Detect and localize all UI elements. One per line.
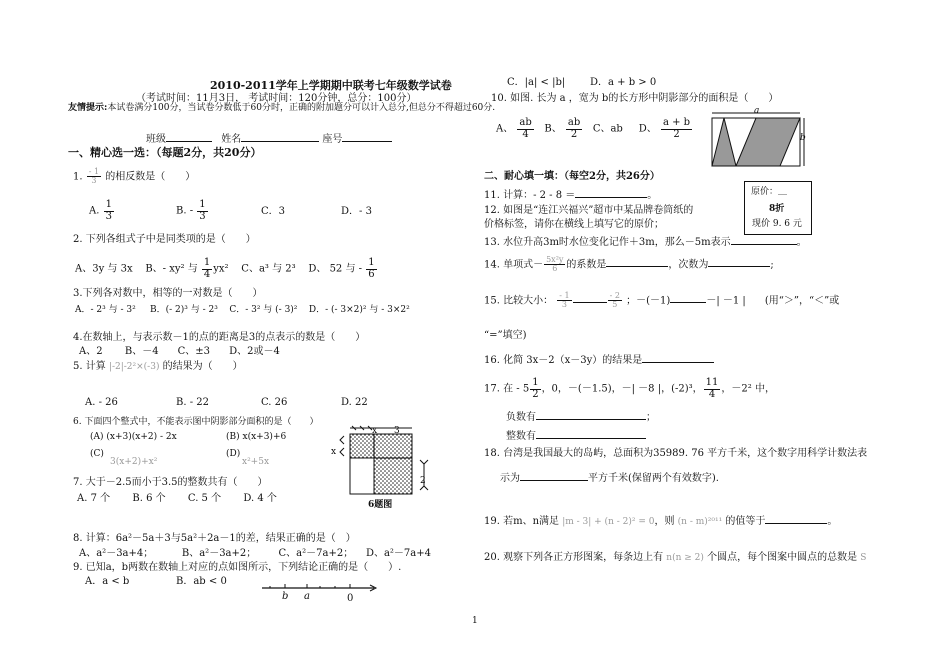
- name-blank[interactable]: [241, 131, 319, 142]
- q15-blank-2[interactable]: [670, 292, 706, 303]
- q13: 13. 水位升高3m时水位变化记作＋3m，那么－5m表示 。: [484, 234, 807, 248]
- seat-blank[interactable]: [342, 131, 392, 142]
- student-fields: 班级 姓名 座号: [146, 131, 392, 145]
- q9-label-a: a: [304, 591, 310, 602]
- q1-stem: 1. $\frac{- 1}{3}$ 的相反数是（ ）: [73, 167, 196, 186]
- q7-stem: 7. 大于－2.5而小于3.5的整数共有（ ）: [73, 477, 268, 488]
- q9-label-b: b: [282, 591, 289, 602]
- q2-options: A、3y 与 3x B、- xy² 与 $\frac{1}{4}$ yx² C、a³ 与 2³ D、 52 与 - $\frac{1}{6}$: [75, 257, 375, 280]
- q10-label-a: a: [754, 106, 760, 116]
- q9-number-line: [260, 580, 380, 608]
- q2-stem: 2. 下列各组式子中是同类项的是（ ）: [73, 234, 256, 245]
- q6-opt-c-label: (C): [90, 449, 104, 459]
- q15-tail: “=”填空): [484, 330, 527, 341]
- q6-fig-label-x-left: x: [331, 447, 337, 457]
- q6-fig-label-3: 3: [394, 426, 400, 436]
- q16-answer-blank[interactable]: [642, 352, 714, 363]
- q8-options: A、a²－3a+4； B、a²－3a+2； C、a²－7a+2； D、a²－7a+4: [79, 548, 431, 559]
- q9-opt-a: A．a < b: [85, 576, 130, 587]
- q19: 19. 若m、n满足 |m - 3| + (n - 2)² = 0，则 (n - m)²⁰¹¹ 的值等于 。: [484, 513, 837, 527]
- q10-stem: 10. 如图. 长为 a ，宽为 b的长方形中阴影部分的面积是（ ）: [491, 93, 779, 104]
- exam-info: （考试时间：11月3日， 考试时间：120分钟，总分：100分）: [136, 93, 417, 104]
- q5-opt-c: C. 26: [261, 397, 288, 408]
- q6-fig-label-2: 2: [420, 476, 426, 486]
- q5-opt-a: A. - 26: [85, 397, 118, 408]
- q9-opt-b: B．ab < 0: [176, 576, 227, 587]
- q5-stem: 5. 计算 |-2|-2²×(-3) 的结果为（ ）: [73, 361, 243, 372]
- q17-negatives: 负数有 ；: [506, 409, 656, 423]
- q20: 20. 观察下列各正方形图案，每条边上有 n(n ≥ 2) 个圆点，每个图案中圆点的总数是 S: [484, 552, 867, 563]
- price-tag-current: 现价 9. 6 元: [752, 219, 802, 229]
- q15-blank-1[interactable]: [573, 292, 607, 303]
- q6-opt-d-label: (D): [226, 449, 241, 459]
- q8-stem: 8. 计算：6a²－5a＋3与5a²＋2a－1的差，结果正确的是（ ）: [73, 533, 356, 544]
- q15: 15. 比较大小： $\frac{- 1}{3}$ $\frac{- 2}{5}$ ；－(－1) －| －1 | (用“＞”，“＜”或: [484, 291, 840, 310]
- q10-figure: [708, 108, 808, 170]
- q14-coef-blank[interactable]: [606, 256, 668, 267]
- q18-line1: 18. 台湾是我国最大的岛屿，总面积为35989. 76 平方千米，这个数字用科学计数法表: [484, 448, 868, 459]
- q6-opt-d-expr: x²+5x: [242, 457, 270, 467]
- q16: 16. 化简 3x－2（x－3y）的结果是: [484, 352, 714, 366]
- q6-opt-c-expr: 3(x+2)+x²: [110, 457, 158, 467]
- class-blank[interactable]: [166, 131, 212, 142]
- q19-answer-blank[interactable]: [765, 513, 827, 524]
- q1-opt-c: C．3: [261, 206, 286, 217]
- price-tag-original: 原价：＿: [751, 187, 788, 197]
- q13-answer-blank[interactable]: [731, 234, 797, 245]
- q10-options: A、 $\frac{ab}{4}$ B、 $\frac{ab}{2}$ C、ab D、 $\frac{a + b}{2}$: [496, 117, 691, 140]
- q12-line2: 价格标签，请你在横线上填写它的原价；: [484, 219, 664, 230]
- q17: 17. 在 - 5 $\frac{1}{2}$ ，0，－(－1.5)，－| －8 |，(-2)³， $\frac{11}{4}$ ，－2² 中，: [484, 377, 775, 400]
- q18-answer-blank[interactable]: [520, 470, 588, 481]
- q3-stem: 3.下列各对数中，相等的一对数是（ ）: [73, 288, 263, 299]
- q5-opt-d: D. 22: [341, 397, 368, 408]
- q7-options: A. 7 个 B. 6 个 C. 5 个 D. 4 个: [77, 493, 277, 504]
- price-tag-discount: 8折: [769, 204, 785, 214]
- q1-opt-a: A. $\frac{1}{3}$: [89, 199, 112, 222]
- page-title: 2010-2011学年上学期期中联考七年级数学试卷: [210, 79, 452, 92]
- q6-fig-label-x-top: x: [372, 426, 378, 436]
- q6-stem: 6. 下面四个整式中，不能表示图中阴影部分面积的是（ ）: [73, 417, 319, 427]
- q6-opt-b: (B) x(x+3)+6: [226, 432, 287, 442]
- q6-fig-caption: 6题图: [368, 500, 393, 510]
- q1-opt-b: B. - $\frac{1}{3}$: [176, 199, 206, 222]
- q11: 11. 计算：- 2 - 8 ＝ 。: [484, 187, 657, 201]
- q11-answer-blank[interactable]: [575, 187, 647, 198]
- q1-opt-d: D．- 3: [341, 206, 372, 217]
- q9-stem: 9. 已知a，b两数在数轴上对应的点如图所示，下列结论正确的是（ ）.: [73, 562, 402, 573]
- q18-line2: 示为 平方千米(保留两个有效数字).: [500, 470, 719, 484]
- q14: 14. 单项式－ $\frac{\text{5x²y}}{6}$ 的系数是 ，次数为 ;: [484, 255, 774, 274]
- q17-integers-blank[interactable]: [536, 428, 646, 439]
- q9-opt-d: D．a + b > 0: [590, 77, 657, 88]
- q5-opt-b: B. - 22: [176, 397, 209, 408]
- q9-opt-c: C．|a| < |b|: [507, 77, 566, 88]
- section-1-heading: 一、精心选一选：（每题2分，共20分）: [68, 146, 262, 159]
- tip-line: 友情提示:本试卷满分100分，当试卷分数低于60分时，正确的附加题分可以计入总分,但总分不得超过60分.: [68, 103, 496, 113]
- q6-opt-a: (A) (x+3)(x+2) - 2x: [90, 432, 177, 442]
- q12-line1: 12. 如图是“连江兴福兴”超市中某品牌卷筒纸的: [484, 205, 694, 216]
- q6-figure: [338, 424, 438, 512]
- q4-stem: 4.在数轴上，与表示数－1的点的距离是3的点表示的数是（ ）: [73, 332, 366, 343]
- q17-integers: 整数有: [506, 428, 646, 442]
- page-number: 1: [472, 616, 478, 626]
- q10-label-b: b: [800, 133, 806, 143]
- q4-options: A、2 B、－4 C、±3 D、2或－4: [79, 346, 280, 357]
- section-2-heading: 二、耐心填一填：（每空2分，共26分）: [484, 171, 660, 182]
- q9-label-zero: 0: [347, 593, 354, 604]
- q14-degree-blank[interactable]: [708, 256, 770, 267]
- q3-options: A．- 2³ 与 - 3² B．(- 2)³ 与 - 2³ C．- 3² 与 (- 3)² D．- (- 3×2)² 与 - 3×2²: [75, 305, 410, 315]
- q17-negatives-blank[interactable]: [536, 409, 646, 420]
